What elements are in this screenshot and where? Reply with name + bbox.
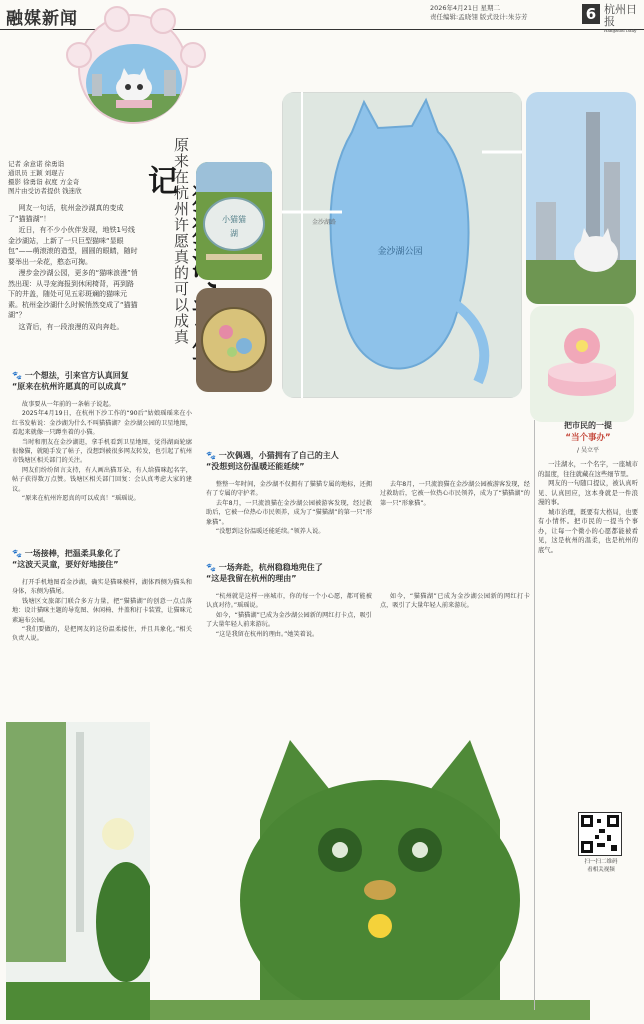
headline: [137, 135, 197, 385]
park-sign-photo: [196, 162, 272, 280]
section-4-continued: [380, 592, 530, 611]
city-skyline-cat-photo: [526, 92, 636, 304]
section-4-paragraph: “杭州就是这样一座城市，你的每一个小心愿，都可能被认真对待。”瑶瑶说。: [206, 593, 372, 610]
sign-text-top: 小猫猫: [222, 215, 246, 224]
commentary-paragraph: 一洼湖水，一个名字，一座城市的温度，往往就藏在这些细节里。: [538, 461, 638, 478]
section-1-paragraph: 网友们纷纷留言支持，有人画出猫耳朵，有人给猫咪起名字，帖子获得数万点赞。钱塘区相关部门回复：会认真考虑大家的建议。: [12, 466, 192, 493]
section-1-paragraph: 2025年4月19日，在杭州下沙工作的“90后”姑娘瑶瑶来在小红书发帖说：金沙湖为什么不叫猫猫湖？金沙湖公园的卫星地图，看起来就像一只蹲坐着的小猫。: [12, 410, 192, 437]
paw-icon: 🐾: [206, 451, 216, 460]
commentary-author: / 吴立平: [577, 447, 599, 454]
section-2-quote: “这波天灵童，要好好地接住”: [12, 560, 119, 569]
section-2-title: 一场接棒，把温柔具象化了: [24, 549, 121, 558]
section-1-body: [12, 400, 192, 503]
section-2-paragraph: “我们要做的，是把网友的这份温柔接住，并且具象化。”相关负责人说。: [12, 626, 192, 643]
paw-toe-decoration: [104, 6, 130, 32]
paw-toe-decoration: [150, 8, 176, 34]
qr-code[interactable]: [578, 812, 622, 856]
commentary-title: 把市民的一提: [564, 421, 612, 430]
map-road-label: 金沙湖路: [312, 219, 337, 226]
section-3-title: 一次偶遇，小猫拥有了自己的主人: [218, 451, 339, 460]
section-3-body: [206, 480, 372, 536]
section-2-body: [12, 578, 192, 644]
intro-paragraph: 这背后，有一段浪漫的双向奔赴。: [18, 322, 124, 331]
intro-text: [8, 203, 140, 333]
brand-name: 杭州日报: [604, 3, 637, 28]
section-4-title: 一场奔赴，杭州稳稳地兜住了: [218, 563, 323, 572]
map-label: 金沙湖公园: [377, 247, 423, 257]
section-1: [12, 370, 192, 392]
issue-editors: 责任编辑:孟晓翎 版式设计:朱芬芳: [430, 13, 528, 21]
page-number: 6: [582, 4, 600, 24]
brand-sub: Hangzhou Daily: [604, 28, 637, 33]
credit-line: 通讯员 王颖 刘琨吉: [8, 169, 65, 177]
section-4-paragraph: 如今，“猫猫湖”已成为金沙湖公园新的网红打卡点，吸引了大量年轻人前来游玩。: [380, 593, 530, 610]
paw-icon: 🐾: [12, 371, 22, 380]
section-title: 融媒新闻: [6, 9, 78, 29]
commentary-paragraph: 网友的一句随口提议，被认真听见、认真回应，这本身就是一件浪漫的事。: [538, 480, 638, 506]
manhole-cover-photo: [196, 288, 272, 392]
credit-line: 图片由受访者提供 钱迷欣: [8, 187, 82, 195]
section-3: [206, 450, 376, 472]
credits: [8, 160, 138, 196]
section-3-heading: [206, 450, 376, 461]
section-4-paragraph: 如今，“猫猫湖”已成为金沙湖公园新的网红打卡点，吸引了大量年轻人前来游玩。: [206, 611, 372, 629]
intro-paragraph: 漫步金沙湖公园，更多的“猫咪浪漫”悄然出现：从寻宠海报到休闲椅背，再到路下的井盖，随处可见五彩斑斓的猫咪元素。杭州金沙湖什么时候悄然变成了“猫猫湖”？: [8, 269, 138, 319]
paw-toe-decoration: [180, 42, 206, 68]
commentary-body: [538, 460, 638, 555]
paw-toe-decoration: [66, 42, 92, 68]
section-1-paragraph: 故事要从一年前的一条帖子说起。: [21, 401, 115, 408]
issue-info: [430, 4, 580, 22]
section-2-heading: [12, 548, 192, 559]
qr-caption-line: 看相关视频: [587, 867, 615, 873]
credit-line: 记者 余意诺 徐勇诣: [8, 160, 65, 168]
section-4-heading: [206, 562, 376, 573]
section-3-paragraph: 去年8月，一只流浪猫在金沙湖公园被游客发现，经过救助后，它被一位热心市民领养，成为了“猫猫湖”的第一只“形象猫”。: [206, 499, 372, 526]
section-2-paragraph: 钱塘区文旅部门联合多方力量，把“猫猫湖”的创意一点点落地：设计猫咪主题的导览图、休闲椅、井盖和打卡装置，让猫咪元素遍布公园。: [12, 597, 192, 624]
qr-caption: [568, 858, 634, 874]
section-2: [12, 548, 192, 570]
commentary-paragraph: 城市治理，既要有大格局，也要有小情怀。把市民的一提当个事办，让每一个微小的心愿都能被看见，这是杭州的温柔，也是杭州的底气。: [538, 508, 638, 554]
section-1-heading: [12, 370, 192, 381]
qr-caption-line: 扫一扫二维码: [584, 859, 618, 865]
sign-text-bottom: 湖: [230, 229, 238, 238]
credit-line: 摄影 徐勇诣 叔度 方金奇: [8, 178, 80, 186]
section-3-paragraph: 去年8月，一只流浪猫在金沙湖公园被游客发现，经过救助后，它被一位热心市民领养，成为了“猫猫湖”的第一只“形象猫”。: [380, 481, 530, 507]
section-4: [206, 562, 376, 584]
headline-main: 记: [142, 165, 177, 197]
commentary-column: [538, 420, 638, 1020]
satellite-map-photo: [282, 92, 522, 398]
newspaper-logo: [604, 4, 644, 33]
section-4-body: [206, 592, 372, 639]
column-divider: [534, 420, 535, 1010]
masthead: [0, 0, 644, 33]
section-1-paragraph: 当时和朋友在金沙湖逛，拿手机看到卫星地图，觉得湖面轮廓很像猫，就随手发了帖子，没想到被很多网友转发，也引起了杭州市钱塘区相关部门的关注。: [12, 438, 192, 465]
section-4-paragraph: “这是我留在杭州的理由。”她笑着说。: [215, 630, 319, 638]
intro-paragraph: 近日，有不少小伙伴发现，地铁1号线金沙湖站，上新了一只巨型猫咪“显眼包”——萌滚滚的造型，圆圆的眼睛，随时要举出一朵花，憨态可掬。: [8, 226, 138, 266]
issue-date: 2026年4月21日 星期二: [430, 4, 501, 12]
headline-subtitle: 原来在杭州许愿真的可以成真: [172, 137, 190, 345]
section-1-paragraph: “原来在杭州许愿真的可以成真！”瑶瑶说。: [21, 495, 140, 503]
section-3-continued: [380, 480, 530, 508]
section-1-quote: “原来在杭州许愿真的可以成真”: [12, 382, 127, 391]
paw-icon: 🐾: [12, 549, 22, 558]
commentary-subtitle: “当个事办”: [565, 433, 611, 443]
section-2-paragraph: 打开手机地图看金沙湖，确实是猫咪模样，湖体西侧为猫头和身体，东侧为猫尾。: [12, 579, 192, 596]
section-4-quote: “这是我留在杭州的理由”: [206, 574, 297, 583]
grass-cat-topiary-photo: [150, 700, 590, 1020]
section-1-title: 一个想法，引来官方认真回复: [24, 371, 129, 380]
section-3-quote: “没想到这份温暖还能延续”: [206, 462, 305, 471]
cat-statue-photo: [86, 44, 182, 122]
section-3-paragraph: “没想到这份温暖还能延续。”领养人说。: [215, 528, 325, 536]
flower-cake-photo: [530, 306, 634, 422]
section-3-paragraph: 整整一年时间，金沙湖不仅拥有了猫猫专属的地标，还拥有了专属的守护者。: [206, 481, 372, 498]
intro-paragraph: 网友一句话，杭州金沙湖真的变成了“猫猫湖”！: [8, 204, 124, 223]
paw-icon: 🐾: [206, 563, 216, 572]
park-topiary-left-photo: [6, 722, 156, 1020]
